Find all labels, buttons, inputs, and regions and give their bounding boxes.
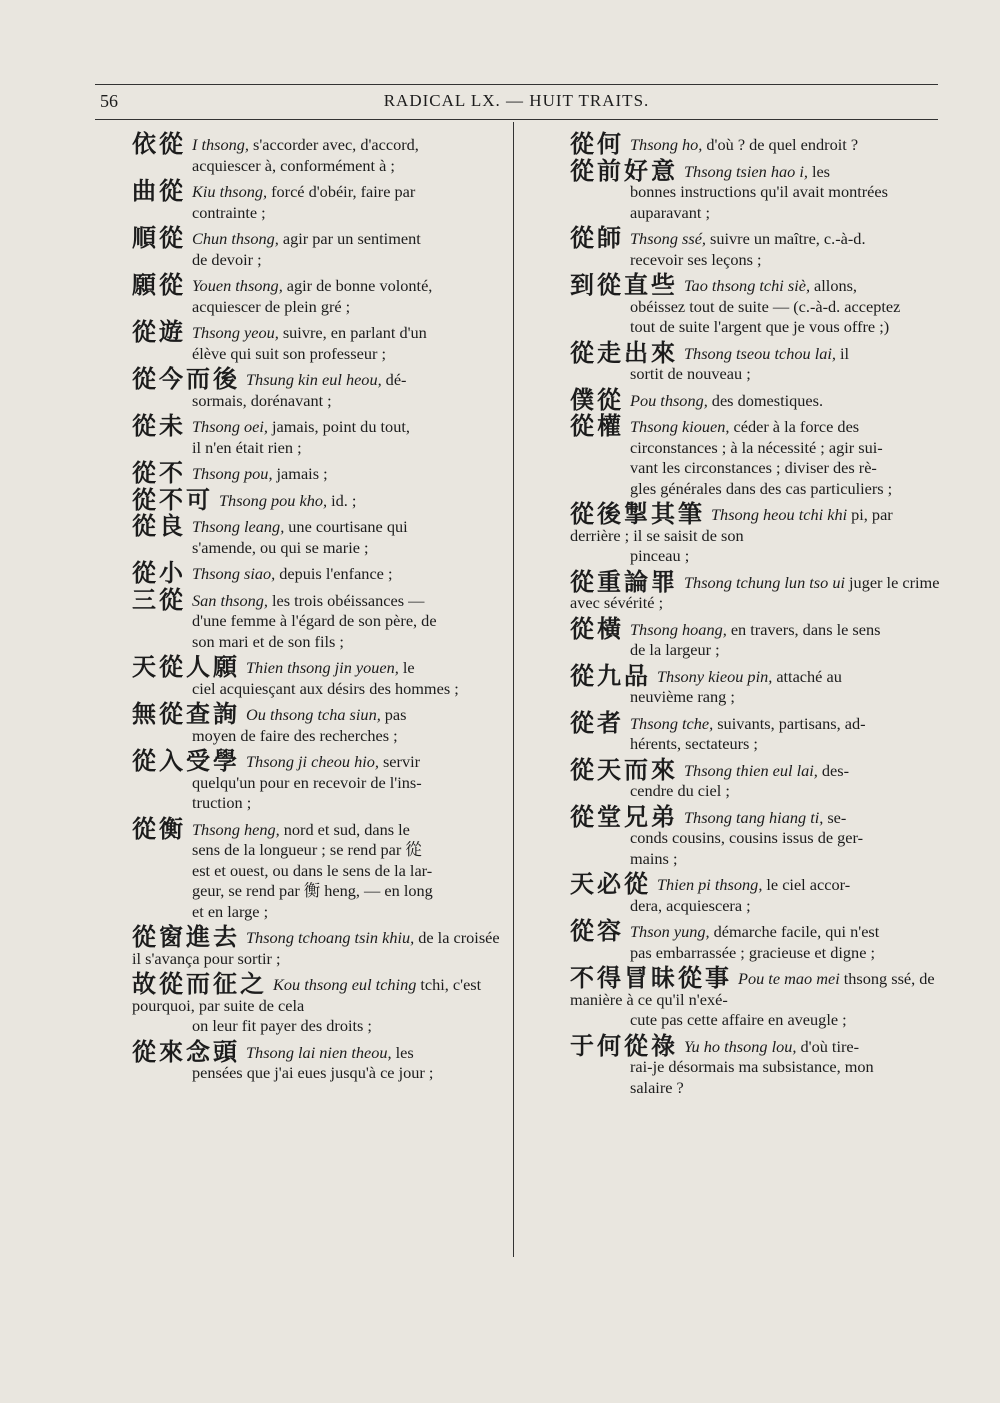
entry-headline: [568, 661, 941, 690]
dictionary-entry: [568, 755, 941, 802]
entry-definition-line: s'amende, ou qui se marie ;: [192, 537, 369, 557]
dictionary-entry: [130, 653, 502, 699]
entry-romanization: Ou thsong tcha siun,: [246, 705, 381, 724]
entry-definition-line: de la largeur ;: [630, 640, 720, 659]
entry-definition-line: des-: [821, 760, 849, 780]
entry-definition-line: depuis l'enfance ;: [279, 564, 393, 583]
entry-romanization: Thien thsong jin youen,: [246, 658, 399, 677]
entry-romanization: Thsong kiouen,: [630, 417, 730, 436]
entry-romanization: Thsong ji cheou hio,: [246, 752, 379, 771]
entry-romanization: Tao thsong tchi siè,: [684, 276, 811, 295]
entry-characters: 從者: [570, 708, 624, 737]
entry-definition-line: mains ;: [630, 848, 678, 868]
dictionary-entry: [568, 870, 941, 916]
entry-headline: [130, 412, 502, 440]
dictionary-entry: [568, 614, 941, 661]
dictionary-entry: [568, 500, 941, 567]
column-divider: [513, 122, 514, 1257]
entry-definition-line: se-: [827, 807, 847, 827]
dictionary-entry: [130, 318, 502, 364]
entry-romanization: I thsong,: [192, 135, 249, 154]
entry-definition-line: tchi, c'est pourquoi, par suite de cela: [132, 975, 482, 1015]
entry-characters: 從堂兄弟: [570, 802, 678, 831]
entry-definition-line: forcé d'obéir, faire par: [271, 182, 416, 201]
dictionary-entry: [130, 459, 502, 487]
entry-definition-line: s'accorder avec, d'accord,: [252, 135, 419, 154]
entry-characters: 從窗進去: [132, 923, 240, 951]
entry-definition-line: ciel acquiesçant aux désirs des hommes ;: [192, 678, 459, 698]
entry-romanization: Thsong tseou tchou lai,: [684, 343, 836, 363]
entry-definition-line: en travers, dans le sens: [730, 619, 881, 639]
entry-romanization: Thsong hoang,: [630, 619, 727, 639]
entry-romanization: Thsong ssé,: [630, 229, 706, 248]
entry-definition-line: sens de la longueur ; se rend par 從: [192, 840, 422, 859]
dictionary-entry: [568, 224, 941, 270]
entry-headline: [568, 130, 941, 158]
dictionary-entry: [130, 365, 502, 411]
entry-romanization: San thsong,: [192, 590, 268, 610]
entry-definition-line: d'où ? de quel endroit ?: [706, 135, 859, 154]
dictionary-entry: [568, 661, 941, 708]
dictionary-entry: [130, 512, 502, 558]
entry-definition-line: son mari et de son fils ;: [192, 631, 344, 651]
entry-definition-line: cendre du ciel ;: [630, 781, 730, 800]
entry-definition-line: tout de suite l'argent que je vous offre ;): [630, 317, 890, 336]
entry-definition-line: pas embarrassée ; gracieuse et digne ;: [630, 942, 876, 962]
entry-headline: [568, 412, 941, 440]
dictionary-entry: [568, 130, 941, 158]
entry-characters: 到從直些: [570, 271, 678, 299]
entry-characters: 不得冒昧從事: [570, 964, 732, 992]
entry-definition-line: juger le crime avec sévérité ;: [570, 572, 940, 612]
entry-characters: 從不: [132, 459, 186, 487]
entry-headline: [130, 653, 502, 681]
entry-romanization: Chun thsong,: [192, 229, 279, 248]
entry-definition-line: suivants, partisans, ad-: [717, 713, 866, 733]
entry-headline: [568, 338, 941, 367]
entry-characters: 從後掣其筆: [570, 500, 705, 528]
entry-definition-line: dé-: [385, 370, 407, 389]
entry-romanization: Pou te mao mei: [738, 969, 840, 988]
entry-headline: [130, 814, 502, 843]
entry-definition-line: les trois obéissances —: [272, 590, 425, 610]
entry-definition-line: hérents, sectateurs ;: [630, 734, 758, 753]
entry-definition-line: élève qui suit son professeur ;: [192, 343, 386, 363]
entry-characters: 從天而來: [570, 755, 678, 784]
entry-romanization: Thsong heng,: [192, 819, 280, 839]
dictionary-entry: [568, 412, 941, 499]
entry-definition-line: recevoir ses leçons ;: [630, 249, 762, 269]
dictionary-entry: [568, 708, 941, 755]
entry-definition-line: une courtisane qui: [288, 517, 408, 536]
dictionary-entry: [130, 130, 502, 176]
entry-characters: 從權: [570, 412, 624, 440]
entry-definition-line: pensées que j'ai eues jusqu'à ce jour ;: [192, 1063, 434, 1082]
entry-headline: [130, 177, 502, 205]
running-title: RADICAL LX. — HUIT TRAITS.: [383, 91, 650, 110]
dictionary-entry: [130, 559, 502, 587]
entry-headline: [568, 1031, 941, 1060]
entry-characters: 天從人願: [132, 653, 240, 681]
entry-definition-line: neuvième rang ;: [630, 687, 735, 706]
entry-romanization: Thsong oei,: [192, 417, 268, 436]
entry-romanization: Thsong yeou,: [192, 323, 279, 342]
entry-definition-line: salaire ?: [630, 1077, 684, 1097]
left-column: [130, 130, 502, 1089]
entry-definition-line: sormais, dorénavant ;: [192, 390, 332, 410]
dictionary-entry: [130, 1037, 502, 1084]
entry-headline: [568, 614, 941, 643]
entry-definition-line: d'une femme à l'égard de son père, de: [192, 611, 437, 630]
entry-characters: 從走出來: [570, 338, 678, 367]
entry-definition-line: rai-je désormais ma subsistance, mon: [630, 1057, 874, 1076]
entry-definition-line: acquiescer de plein gré ;: [192, 296, 351, 316]
entry-definition-line: est et ouest, ou dans le sens de la lar-: [192, 860, 433, 880]
entry-romanization: Thsong tsien hao i,: [684, 161, 808, 181]
dictionary-entry: [130, 747, 502, 814]
entry-romanization: Thson yung,: [630, 922, 710, 941]
entry-headline: [568, 271, 941, 299]
entry-characters: 從師: [570, 224, 624, 252]
entry-characters: 故從而征之: [132, 970, 267, 998]
dictionary-entry: [568, 1031, 941, 1099]
entry-headline: [568, 755, 941, 784]
dictionary-entry: [568, 338, 941, 385]
entry-headline: [568, 964, 941, 1010]
entry-definition-line: geur, se rend par 衡 heng, — en long: [192, 881, 433, 900]
entry-characters: 于何從祿: [570, 1031, 678, 1060]
entry-romanization: Thien pi thsong,: [657, 875, 763, 894]
dictionary-entry: [130, 814, 502, 923]
entry-definition-line: id. ;: [331, 490, 357, 510]
entry-headline: [130, 365, 502, 393]
entry-characters: 從入受學: [132, 747, 240, 775]
entry-headline: [568, 567, 941, 614]
entry-characters: 從今而後: [132, 365, 240, 393]
entry-headline: [568, 802, 941, 831]
entry-headline: [568, 385, 941, 414]
entry-headline: [130, 585, 502, 614]
dictionary-entry: [568, 964, 941, 1031]
entry-characters: 從容: [570, 917, 624, 945]
entry-definition-line: de la croisée il s'avança pour sortir ;: [132, 928, 500, 968]
entry-definition-line: jamais, point du tout,: [272, 417, 410, 436]
entry-definition-line: suivre, en parlant d'un: [282, 323, 427, 342]
entry-romanization: Kou thsong eul tching: [273, 975, 417, 994]
entry-romanization: Thsong tche,: [630, 713, 714, 733]
entry-definition-line: et en large ;: [192, 901, 269, 921]
entry-characters: 無從查詢: [132, 700, 240, 728]
entry-romanization: Thsong heou tchi khi: [711, 505, 848, 524]
entry-definition-line: acquiescer à, conformément à ;: [192, 155, 395, 175]
entry-definition-line: moyen de faire des recherches ;: [192, 725, 398, 745]
page-header: [95, 84, 938, 120]
entry-characters: 從小: [132, 559, 186, 587]
entry-definition-line: on leur fit payer des droits ;: [192, 1016, 372, 1035]
entry-characters: 願從: [132, 271, 186, 299]
entry-headline: [130, 1037, 502, 1066]
entry-definition-line: attaché au: [776, 666, 842, 686]
entry-romanization: Thsong tchoang tsin khiu,: [246, 928, 415, 947]
entry-definition-line: auparavant ;: [630, 202, 711, 222]
entry-definition-line: cute pas cette affaire en aveugle ;: [630, 1010, 847, 1029]
entry-headline: [130, 224, 502, 252]
entry-definition-line: les: [811, 161, 831, 181]
entry-definition-line: pi, par derrière ; il se saisit de son: [570, 505, 893, 545]
entry-characters: 從遊: [132, 318, 186, 346]
entry-headline: [130, 747, 502, 775]
entry-characters: 天必從: [570, 870, 651, 898]
entry-definition-line: nord et sud, dans le: [283, 819, 410, 839]
right-column: [568, 130, 941, 1103]
entry-headline: [130, 459, 502, 487]
dictionary-entry: [130, 412, 502, 458]
entry-definition-line: le: [402, 658, 415, 677]
dictionary-entry: [130, 923, 502, 969]
dictionary-entry: [130, 177, 502, 223]
entry-definition-line: d'où tire-: [800, 1036, 860, 1056]
entry-headline: [568, 870, 941, 898]
entry-romanization: Thsong pou kho,: [219, 490, 328, 510]
dictionary-entry: [568, 156, 941, 224]
entry-romanization: Youen thsong,: [192, 276, 283, 295]
entry-definition-line: jamais ;: [276, 464, 328, 483]
entry-definition-line: il: [839, 343, 850, 363]
entry-definition-line: gles générales dans des cas particuliers ;: [630, 478, 893, 498]
page-number: 56: [100, 91, 118, 111]
entry-definition-line: pinceau ;: [630, 546, 690, 565]
entry-definition-line: obéissez tout de suite — (c.-à-d. acceptez: [630, 296, 901, 316]
entry-romanization: Thsong tchung lun tso ui: [684, 572, 846, 592]
entry-definition-line: des domestiques.: [711, 390, 824, 410]
entry-definition-line: les: [395, 1042, 414, 1062]
entry-definition-line: agir de bonne volonté,: [286, 276, 433, 295]
entry-definition-line: truction ;: [192, 793, 252, 812]
dictionary-entry: [130, 224, 502, 270]
entry-romanization: Thsony kieou pin,: [657, 666, 773, 686]
entry-characters: 曲從: [132, 177, 186, 205]
entry-headline: [130, 970, 502, 1016]
entry-characters: 從橫: [570, 614, 624, 643]
dictionary-entry: [568, 802, 941, 870]
entry-romanization: Thsong tang hiang ti,: [684, 807, 824, 827]
dictionary-entry: [130, 700, 502, 746]
dictionary-entry: [568, 271, 941, 338]
dictionary-entry: [130, 585, 502, 653]
entry-characters: 從來念頭: [132, 1037, 240, 1066]
entry-characters: 僕從: [570, 385, 624, 414]
entry-headline: [568, 917, 941, 945]
entry-headline: [568, 500, 941, 546]
entry-definition-line: circonstances ; à la nécessité ; agir sui-: [630, 437, 883, 457]
entry-romanization: Yu ho thsong lou,: [684, 1036, 797, 1056]
entry-definition-line: agir par un sentiment: [282, 229, 421, 248]
dictionary-entry: [568, 567, 941, 614]
entry-definition-line: bonnes instructions qu'il avait montrées: [630, 182, 888, 201]
entry-definition-line: démarche facile, qui n'est: [713, 922, 880, 941]
entry-headline: [130, 318, 502, 346]
entry-headline: [568, 224, 941, 252]
entry-definition-line: dera, acquiescera ;: [630, 895, 751, 915]
entry-characters: 從前好意: [570, 156, 678, 185]
entry-definition-line: thsong ssé, de manière à ce qu'il n'exé-: [570, 969, 935, 1009]
dictionary-entry: [568, 917, 941, 963]
entry-headline: [130, 559, 502, 587]
entry-headline: [130, 923, 502, 969]
entry-characters: 從九品: [570, 661, 651, 690]
entry-characters: 順從: [132, 224, 186, 252]
entry-romanization: Pou thsong,: [630, 390, 708, 410]
entry-definition-line: il n'en était rien ;: [192, 437, 302, 457]
entry-characters: 從衡: [132, 814, 186, 843]
entry-definition-line: conds cousins, cousins issus de ger-: [630, 828, 864, 847]
entry-romanization: Thsong siao,: [192, 564, 276, 583]
entry-characters: 從不可: [132, 485, 213, 514]
entry-headline: [568, 708, 941, 737]
dictionary-entry: [568, 385, 941, 414]
entry-headline: [568, 156, 941, 185]
entry-characters: 從何: [570, 130, 624, 158]
entry-headline: [130, 485, 502, 514]
entry-romanization: Kiu thsong,: [192, 182, 268, 201]
entry-romanization: Thsong thien eul lai,: [684, 760, 818, 780]
entry-romanization: Thsong pou,: [192, 464, 273, 483]
entry-definition-line: de devoir ;: [192, 249, 262, 269]
entry-definition-line: servir: [382, 752, 421, 771]
entry-headline: [130, 700, 502, 728]
entry-definition-line: vant les circonstances ; diviser des rè-: [630, 458, 877, 477]
entry-romanization: Thsong lai nien theou,: [246, 1042, 392, 1062]
entry-definition-line: sortit de nouveau ;: [630, 364, 751, 383]
entry-definition-line: quelqu'un pour en recevoir de l'ins-: [192, 772, 422, 792]
entry-characters: 從重論罪: [570, 567, 678, 596]
entry-definition-line: contrainte ;: [192, 202, 266, 222]
entry-definition-line: suivre un maître, c.-à-d.: [710, 229, 866, 248]
entry-romanization: Thsung kin eul heou,: [246, 370, 382, 389]
entry-headline: [130, 271, 502, 299]
entry-characters: 三從: [132, 585, 186, 614]
entry-headline: [130, 512, 502, 540]
entry-characters: 依從: [132, 130, 186, 158]
dictionary-entry: [130, 970, 502, 1037]
entry-definition-line: allons,: [814, 276, 858, 295]
entry-definition-line: céder à la force des: [733, 417, 860, 436]
entry-definition-line: le ciel accor-: [766, 875, 851, 894]
entry-romanization: Thsong leang,: [192, 517, 285, 536]
entry-headline: [130, 130, 502, 158]
entry-characters: 從良: [132, 512, 186, 540]
dictionary-entry: [130, 485, 502, 514]
dictionary-entry: [130, 271, 502, 317]
entry-romanization: Thsong ho,: [630, 135, 703, 154]
entry-definition-line: pas: [384, 705, 407, 724]
entry-characters: 從未: [132, 412, 186, 440]
